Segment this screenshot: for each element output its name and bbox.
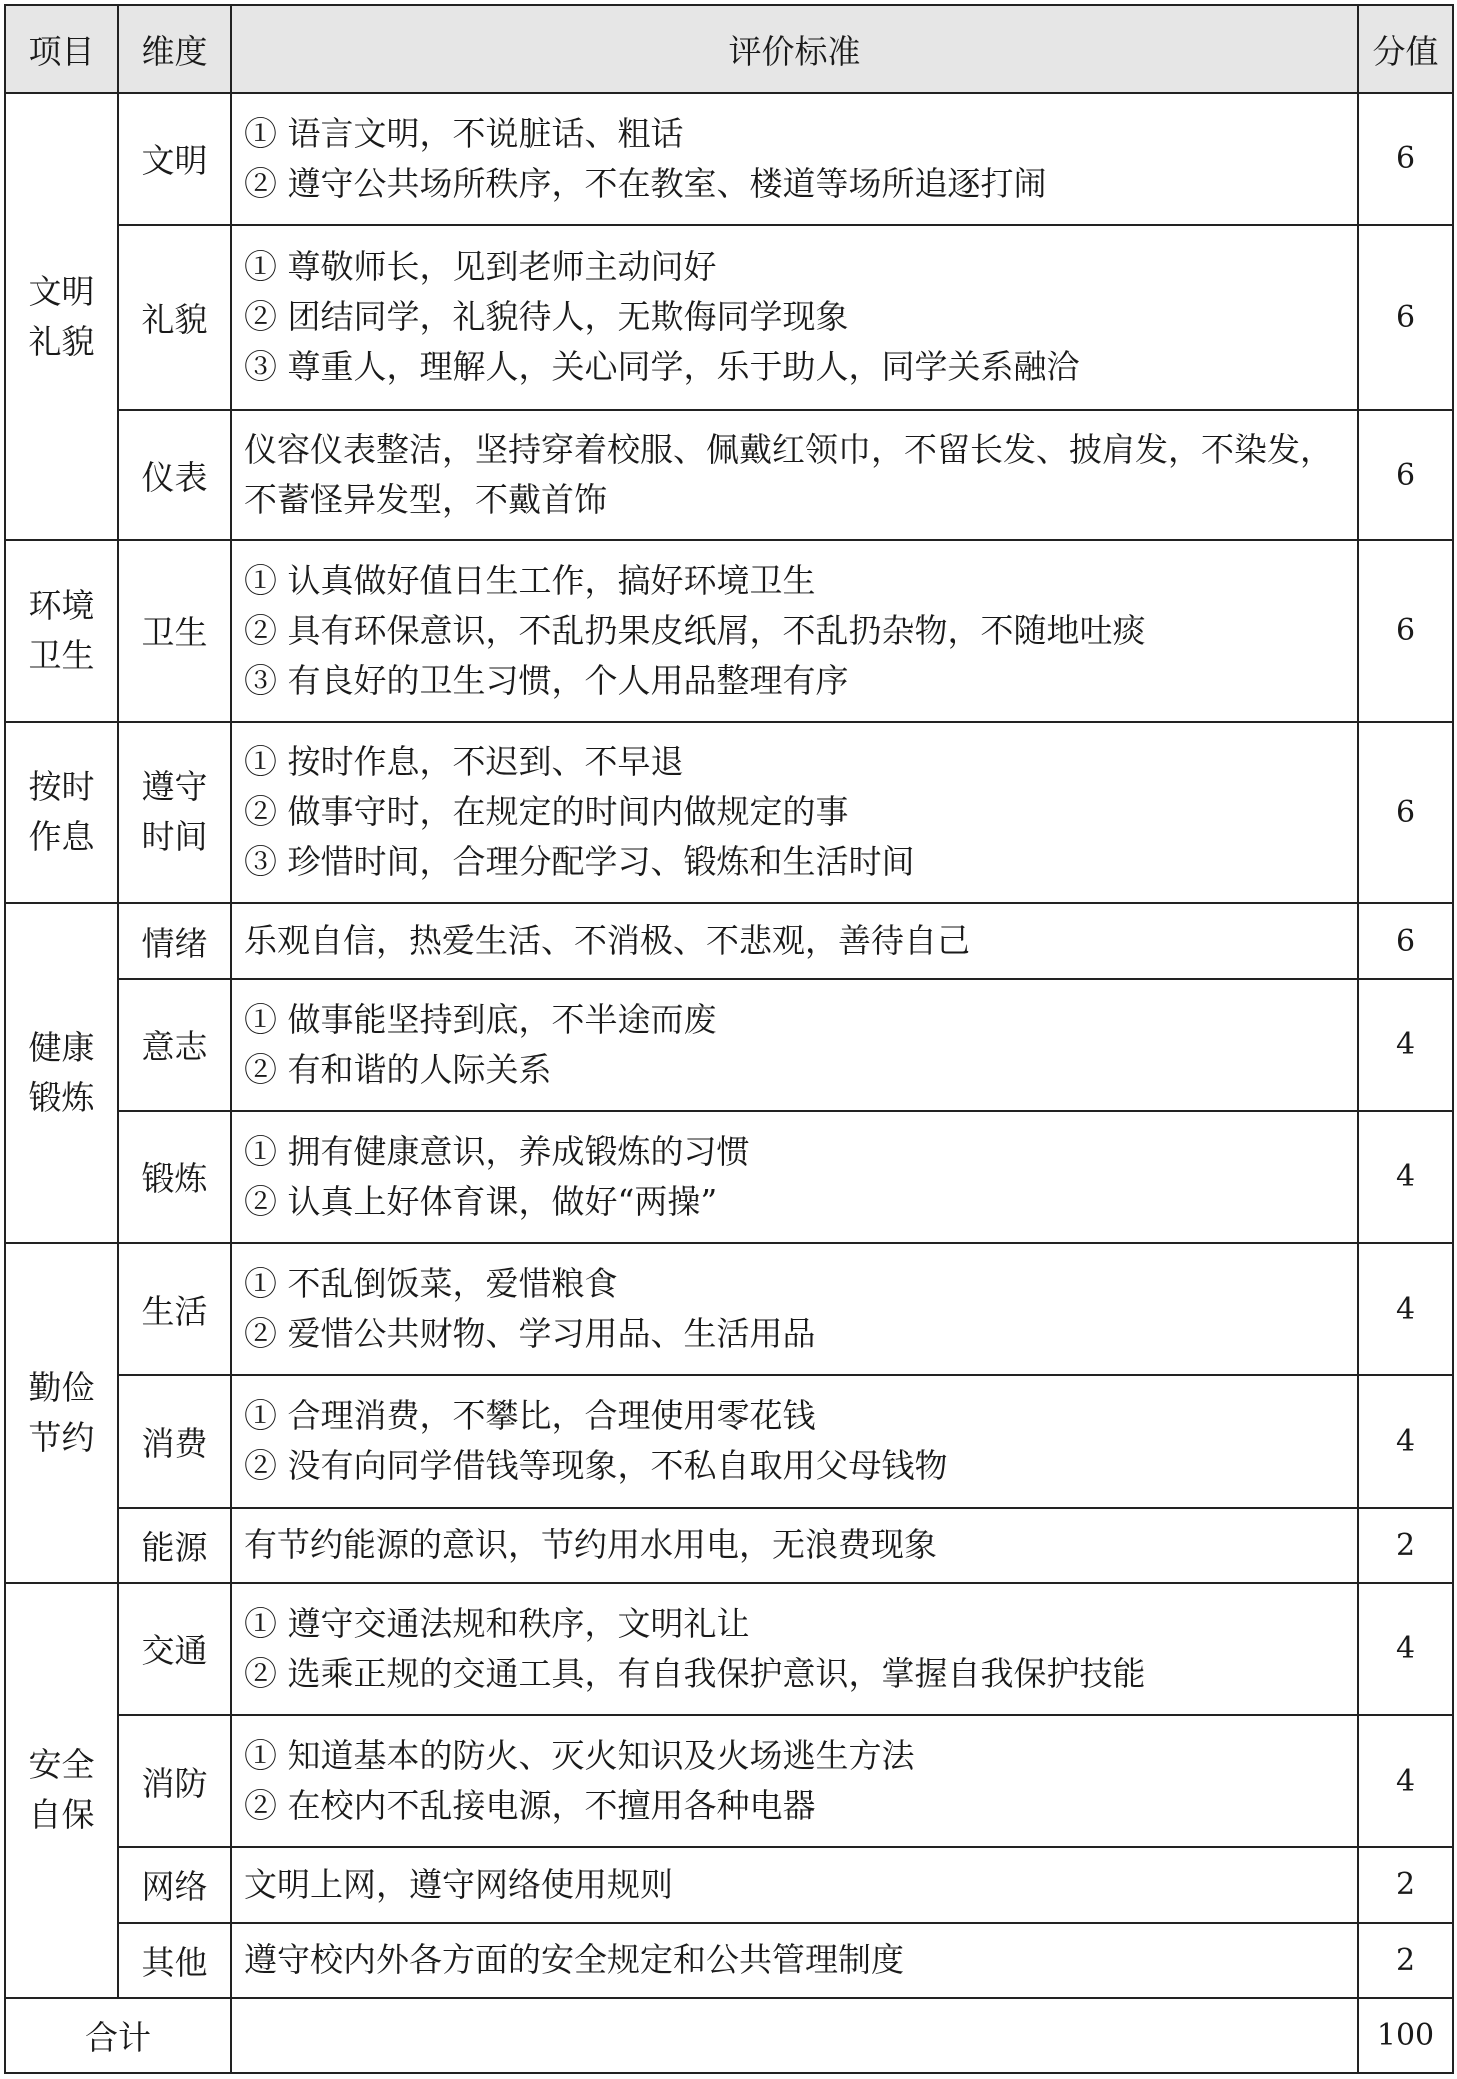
criteria-cell [231,225,1358,410]
criteria-cell [231,410,1358,540]
dimension-cell [118,722,231,903]
criteria-cell [231,722,1358,903]
criteria-line: 文明上网，遵守网络使用规则 [244,1864,673,1904]
total-row [5,1998,1453,2073]
table-row [5,1583,1453,1715]
criteria-line: ② 具有环保意识，不乱扔果皮纸屑，不乱扔杂物，不随地吐痰 [244,610,1146,650]
table-row [5,1715,1453,1847]
dimension-label: 遵守时间 [141,767,208,857]
table-row [5,1243,1453,1375]
dimension-cell: 情绪 [118,903,231,979]
criteria-line: ② 爱惜公共财物、学习用品、生活用品 [244,1314,816,1354]
criteria-line: ② 做事守时，在规定的时间内做规定的事 [244,792,849,832]
table-row [5,1923,1453,1998]
criteria-line: ② 遵守公共场所秩序，不在教室、楼道等场所追逐打闹 [244,163,1047,203]
criteria-cell [231,1375,1358,1507]
score-cell: 6 [1358,722,1453,903]
criteria-line: 遵守校内外各方面的安全规定和公共管理制度 [244,1940,904,1980]
criteria-cell [231,903,1358,979]
item-cell [5,722,118,903]
dimension-cell: 能源 [118,1508,231,1583]
criteria-line: ② 团结同学，礼貌待人，无欺侮同学现象 [244,297,849,337]
table-row [5,1375,1453,1507]
dimension-cell: 意志 [118,979,231,1110]
criteria-line: ③ 珍惜时间，合理分配学习、锻炼和生活时间 [244,842,915,882]
table-row [5,540,1453,721]
criteria-line: ① 语言文明，不说脏话、粗话 [244,113,684,153]
table-row [5,979,1453,1110]
criteria-cell [231,93,1358,224]
score-cell: 2 [1358,1847,1453,1922]
total-score: 100 [1358,1998,1453,2073]
score-cell: 6 [1358,410,1453,540]
item-label: 健康锻炼 [28,1028,95,1118]
score-cell: 4 [1358,979,1453,1110]
score-cell: 2 [1358,1508,1453,1583]
criteria-line: ① 不乱倒饭菜，爱惜粮食 [244,1264,618,1304]
dimension-cell: 消防 [118,1715,231,1847]
item-label: 勤俭节约 [28,1367,95,1457]
score-cell: 6 [1358,540,1453,721]
criteria-line: 乐观自信，热爱生活、不消极、不悲观，善待自己 [244,921,970,961]
score-cell: 6 [1358,225,1453,410]
dimension-cell: 消费 [118,1375,231,1507]
table-row [5,93,1453,224]
item-cell [5,903,118,1243]
criteria-line: 仪容仪表整洁，坚持穿着校服、佩戴红领巾，不留长发、披肩发，不染发，不蓄怪异发型，不戴首饰 [244,430,1333,520]
table-row [5,225,1453,410]
score-cell: 6 [1358,93,1453,224]
criteria-cell [231,1715,1358,1847]
criteria-line: ② 认真上好体育课，做好“两操” [244,1181,718,1221]
item-cell [5,93,118,540]
criteria-line: ① 遵守交通法规和秩序，文明礼让 [244,1603,750,1643]
table-row [5,722,1453,903]
dimension-cell: 卫生 [118,540,231,721]
criteria-line: 有节约能源的意识，节约用水用电，无浪费现象 [244,1525,937,1565]
criteria-line: ② 在校内不乱接电源，不擅用各种电器 [244,1786,816,1826]
criteria-line: ③ 尊重人，理解人，关心同学，乐于助人，同学关系融洽 [244,347,1080,387]
header-dimension: 维度 [118,5,231,93]
criteria-line: ① 拥有健康意识，养成锻炼的习惯 [244,1131,750,1171]
criteria-line: ① 合理消费，不攀比，合理使用零花钱 [244,1396,816,1436]
criteria-cell [231,1243,1358,1375]
evaluation-table [4,4,1454,2074]
dimension-cell: 生活 [118,1243,231,1375]
item-cell [5,1583,118,1998]
criteria-line: ① 知道基本的防火、灭火知识及火场逃生方法 [244,1736,915,1776]
header-score: 分值 [1358,5,1453,93]
item-label: 环境卫生 [28,585,95,675]
score-cell: 4 [1358,1111,1453,1243]
dimension-cell: 其他 [118,1923,231,1998]
criteria-line: ② 有和谐的人际关系 [244,1049,552,1089]
criteria-cell [231,540,1358,721]
score-cell: 4 [1358,1243,1453,1375]
table-row [5,903,1453,979]
score-cell: 4 [1358,1715,1453,1847]
criteria-cell [231,1583,1358,1715]
header-row [5,5,1453,93]
table-row [5,1508,1453,1583]
criteria-line: ① 认真做好值日生工作，搞好环境卫生 [244,560,816,600]
dimension-cell: 礼貌 [118,225,231,410]
criteria-cell [231,979,1358,1110]
dimension-cell: 网络 [118,1847,231,1922]
dimension-cell: 交通 [118,1583,231,1715]
criteria-line: ② 没有向同学借钱等现象，不私自取用父母钱物 [244,1446,948,1486]
score-cell: 4 [1358,1375,1453,1507]
header-criteria: 评价标准 [231,5,1358,93]
criteria-cell [231,1111,1358,1243]
item-label: 文明礼貌 [28,271,95,361]
total-label: 合计 [5,1998,231,2073]
item-label: 安全自保 [28,1745,95,1835]
table-row [5,1111,1453,1243]
criteria-line: ② 选乘正规的交通工具，有自我保护意识，掌握自我保护技能 [244,1653,1146,1693]
criteria-line: ① 做事能坚持到底，不半途而废 [244,999,717,1039]
table-row [5,410,1453,540]
criteria-line: ① 尊敬师长，见到老师主动问好 [244,247,717,287]
criteria-line: ③ 有良好的卫生习惯，个人用品整理有序 [244,660,849,700]
item-cell [5,540,118,721]
criteria-line: ① 按时作息，不迟到、不早退 [244,742,684,782]
item-cell [5,1243,118,1583]
criteria-cell [231,1508,1358,1583]
total-criteria [231,1998,1358,2073]
header-item: 项目 [5,5,118,93]
dimension-cell: 锻炼 [118,1111,231,1243]
dimension-cell: 文明 [118,93,231,224]
table-row [5,1847,1453,1922]
criteria-cell [231,1847,1358,1922]
dimension-cell: 仪表 [118,410,231,540]
score-cell: 4 [1358,1583,1453,1715]
item-label: 按时作息 [28,767,95,857]
score-cell: 2 [1358,1923,1453,1998]
criteria-cell [231,1923,1358,1998]
score-cell: 6 [1358,903,1453,979]
